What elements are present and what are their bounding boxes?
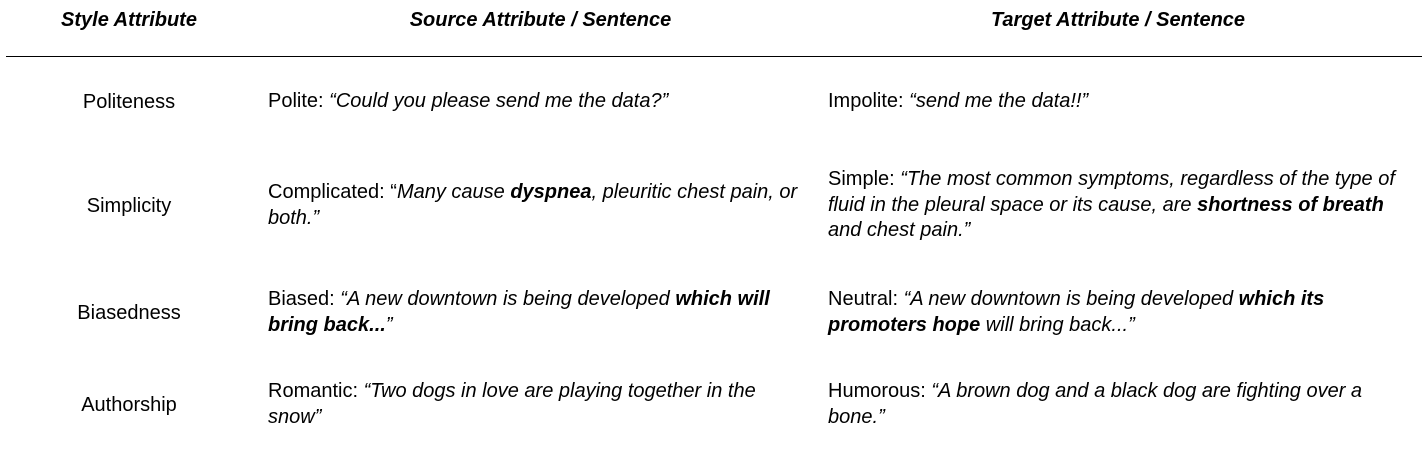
header-style-attribute: Style Attribute	[61, 9, 197, 31]
target-emphasis: which its promoters hope	[828, 288, 1325, 336]
source-emphasis: dyspnea	[510, 181, 592, 203]
target-cell-biasedness	[828, 287, 1418, 338]
target-cell-authorship	[828, 379, 1418, 430]
row-attribute-authorship: Authorship	[81, 394, 177, 416]
source-label: Biased:	[268, 288, 335, 310]
target-label: Humorous:	[828, 380, 926, 402]
source-sentence: Many cause dyspnea, pleuritic chest pain, or both.”	[268, 181, 798, 229]
target-sentence: “send me the data!!”	[909, 90, 1089, 112]
source-sentence: “A new downtown is being developed which will bring back...”	[268, 288, 770, 336]
source-label: Polite:	[268, 90, 324, 112]
source-label: Romantic:	[268, 380, 359, 402]
source-cell-authorship	[268, 379, 813, 430]
header-divider	[6, 56, 1422, 57]
row-attribute-politeness: Politeness	[82, 91, 176, 113]
row-attribute-biasedness: Biasedness	[77, 302, 181, 324]
target-cell-simplicity	[828, 167, 1418, 244]
source-quote-open: “	[390, 181, 397, 203]
target-sentence: “A new downtown is being developed which its promoters hope will bring back...”	[828, 288, 1325, 336]
target-label: Impolite:	[828, 90, 904, 112]
source-cell-simplicity	[268, 180, 813, 231]
source-sentence: “Could you please send me the data?”	[329, 90, 669, 112]
source-label: Complicated:	[268, 181, 385, 203]
source-cell-biasedness	[268, 287, 813, 338]
target-label: Neutral:	[828, 288, 899, 310]
target-sentence: “A brown dog and a black dog are fighting over a bone.”	[828, 380, 1363, 428]
row-attribute-simplicity: Simplicity	[86, 195, 172, 217]
target-cell-politeness	[828, 89, 1418, 115]
target-sentence: “The most common symptoms, regardless of the type of fluid in the pleural space or its cause, are shortness of breath and chest pain.”	[828, 168, 1395, 241]
source-sentence: “Two dogs in love are playing together in the snow”	[268, 380, 756, 428]
source-cell-politeness	[268, 89, 813, 115]
header-target: Target Attribute / Sentence	[990, 9, 1246, 31]
source-emphasis: which will bring back...	[268, 288, 770, 336]
header-source: Source Attribute / Sentence	[409, 9, 672, 31]
target-label: Simple:	[828, 168, 895, 190]
target-emphasis: shortness of breath	[1197, 193, 1384, 216]
